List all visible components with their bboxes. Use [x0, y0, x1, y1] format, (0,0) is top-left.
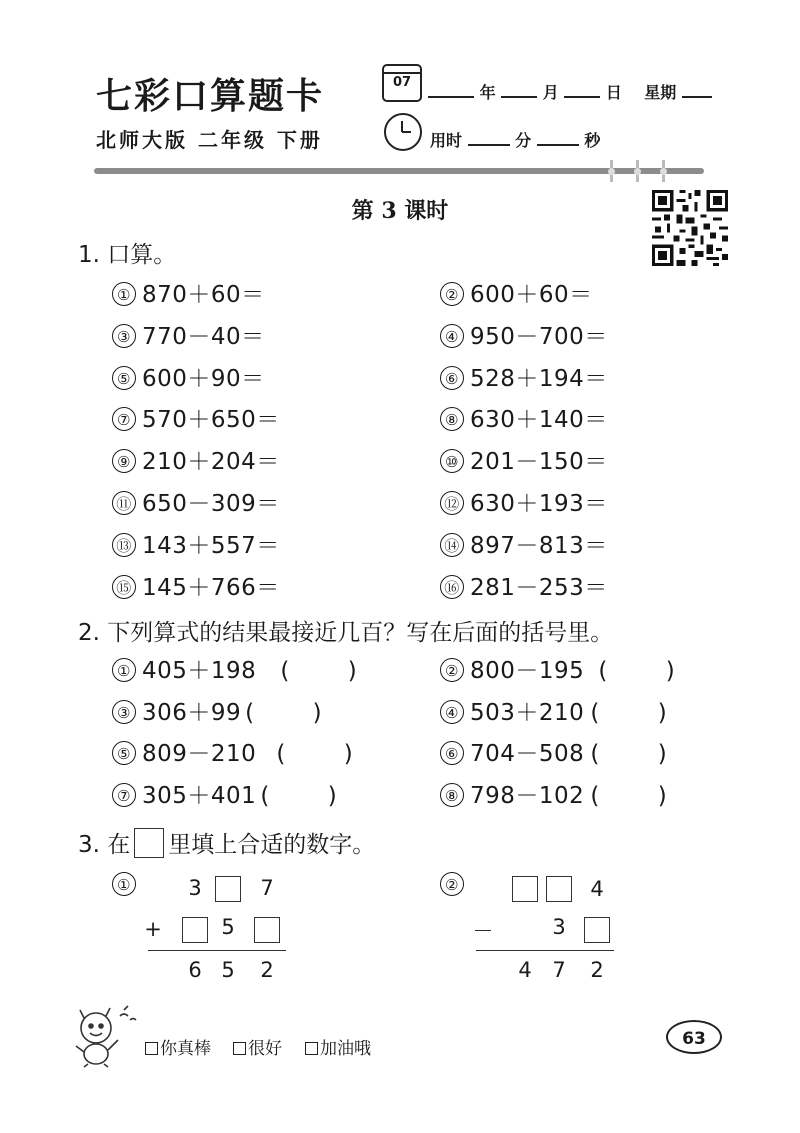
oral-calc-item	[112, 443, 360, 476]
estimate-item	[112, 652, 357, 685]
item-expression: 630＋140＝	[470, 407, 608, 434]
p1-operator: +	[144, 917, 162, 941]
paren-close: )	[312, 699, 323, 726]
clock-icon	[384, 113, 422, 151]
seconds-blank[interactable]	[537, 144, 579, 146]
p2-result-digit-1: 4	[518, 958, 532, 982]
item-number: ⑧	[440, 407, 464, 431]
oral-calc-item	[440, 527, 688, 560]
estimate-item	[440, 735, 667, 768]
item-expression: 145＋766＝	[142, 574, 280, 601]
rating-keep-going-checkbox[interactable]	[305, 1042, 318, 1055]
seconds-label: 秒	[584, 131, 601, 150]
rating-keep-going-label: 加油哦	[320, 1039, 371, 1059]
paren-close: )	[657, 741, 668, 767]
item-expression: 800－195	[470, 658, 585, 684]
item-number: ①	[112, 282, 136, 306]
estimate-item	[112, 694, 322, 727]
item-expression: 600＋60＝	[470, 282, 593, 308]
mascot-illustration-icon	[70, 1002, 140, 1068]
item-number: ②	[440, 282, 464, 306]
item-expression: 528＋194＝	[470, 365, 608, 392]
paren-close: )	[347, 658, 358, 684]
qr-code-icon[interactable]	[652, 190, 728, 266]
date-fill-line	[428, 80, 712, 103]
rating-good-checkbox[interactable]	[233, 1042, 246, 1055]
oral-calc-item	[440, 276, 673, 309]
oral-calc-item	[112, 401, 360, 434]
item-number: ③	[112, 700, 136, 724]
item-expression: 950－700＝	[470, 323, 608, 350]
p1-middle-digit-2: 5	[221, 915, 235, 939]
item-expression: 798－102	[470, 782, 585, 809]
item-expression: 600＋90＝	[142, 365, 265, 392]
p2-operator: －	[472, 919, 494, 943]
item-number: ⑦	[112, 407, 136, 431]
item-expression: 405＋198	[142, 658, 257, 684]
item-number: ⑪	[112, 491, 136, 515]
item-number: ⑤	[112, 741, 136, 765]
p1-result-digit-2: 5	[221, 958, 235, 982]
estimate-item	[440, 777, 667, 810]
oral-calc-item	[112, 360, 345, 393]
p2-middle-digit-2: 3	[552, 915, 566, 939]
brand-logo: 七彩口算题卡	[96, 75, 325, 117]
item-number: ⑥	[440, 741, 464, 765]
item-number: ④	[440, 700, 464, 724]
paren-open: (	[590, 782, 600, 809]
section-3-title-after: 里填上合适的数字。	[168, 832, 376, 858]
item-expression: 870＋60＝	[142, 282, 265, 308]
p2-result-digit-2: 7	[552, 958, 566, 982]
oral-calc-item	[440, 485, 688, 518]
p1-sum-line	[148, 950, 286, 951]
lesson-title: 第 3 课时	[351, 198, 449, 224]
rating-great-checkbox[interactable]	[145, 1042, 158, 1055]
p1-top-digit-3: 7	[260, 876, 274, 900]
edition-label: 北师大版 二年级 下册	[96, 128, 323, 152]
month-blank[interactable]	[501, 96, 537, 98]
paren-open: (	[590, 699, 600, 726]
p2-middle-answer-box-3[interactable]	[584, 917, 610, 943]
weekday-label: 星期	[644, 83, 677, 102]
year-label: 年	[479, 83, 496, 102]
day-blank[interactable]	[564, 96, 600, 98]
section-2-title: 2. 下列算式的结果最接近几百？写在后面的括号里。	[78, 620, 614, 646]
item-number: ⑦	[112, 783, 136, 807]
oral-calc-item	[440, 360, 688, 393]
item-expression: 201－150＝	[470, 449, 608, 476]
p2-difference-line	[476, 950, 614, 951]
item-number: ⑭	[440, 533, 464, 557]
problem-2-number: ②	[440, 872, 470, 898]
oral-calc-item	[440, 401, 688, 434]
divider-rings-decoration	[604, 160, 674, 184]
p1-top-digit-1: 3	[188, 876, 202, 900]
item-expression: 630＋193＝	[470, 491, 608, 517]
estimate-item	[112, 735, 353, 768]
item-number: ⑤	[112, 366, 136, 390]
estimate-item	[112, 777, 337, 810]
p2-result-digit-3: 2	[590, 958, 604, 982]
item-number: ⑥	[440, 366, 464, 390]
estimate-item	[440, 694, 667, 727]
oral-calc-item	[112, 318, 345, 351]
time-used-label: 用时	[430, 131, 463, 150]
item-expression: 809－210	[142, 741, 257, 767]
item-number: ③	[112, 324, 136, 348]
paren-close: )	[343, 741, 354, 767]
paren-open: (	[260, 782, 270, 809]
item-expression: 503＋210	[470, 699, 585, 726]
item-number: ⑧	[440, 783, 464, 807]
section-3-title	[78, 826, 375, 859]
paren-close: )	[657, 699, 668, 726]
item-number: ①	[112, 658, 136, 682]
minutes-blank[interactable]	[468, 144, 510, 146]
estimate-item	[440, 652, 675, 685]
minutes-label: 分	[515, 131, 532, 150]
rating-great-label: 你真棒	[160, 1039, 211, 1059]
problem-1-number: ①	[112, 872, 142, 898]
oral-calc-item	[112, 485, 360, 518]
p1-result-digit-3: 2	[260, 958, 274, 982]
item-expression: 305＋401	[142, 782, 257, 809]
p1-middle-answer-box-1[interactable]	[182, 917, 208, 943]
oral-calc-item	[112, 527, 360, 560]
paren-open: (	[276, 741, 286, 767]
calendar-icon	[382, 64, 422, 102]
item-expression: 897－813＝	[470, 532, 608, 559]
oral-calc-item	[440, 443, 688, 476]
oral-calc-item	[112, 276, 345, 309]
item-expression: 650－309＝	[142, 491, 280, 517]
p2-top-digit-3: 4	[590, 877, 604, 901]
item-expression: 570＋650＝	[142, 407, 280, 434]
item-number: ⑩	[440, 449, 464, 473]
rating-great[interactable]	[145, 1034, 211, 1059]
paren-close: )	[657, 782, 668, 809]
item-expression: 210＋204＝	[142, 449, 280, 476]
p1-middle-answer-box-3[interactable]	[254, 917, 280, 943]
rating-good-label: 很好	[248, 1039, 282, 1059]
item-number: ⑨	[112, 449, 136, 473]
p1-result-digit-1: 6	[188, 958, 202, 982]
item-number: ②	[440, 658, 464, 682]
page-number: 63	[666, 1020, 722, 1054]
item-expression: 143＋557＝	[142, 532, 280, 559]
section-3-title-before: 3. 在	[78, 832, 131, 858]
item-expression: 770－40＝	[142, 323, 265, 350]
paren-close: )	[665, 658, 676, 684]
oral-calc-item	[112, 569, 360, 602]
weekday-blank[interactable]	[682, 96, 712, 98]
paren-open: (	[280, 658, 290, 684]
month-label: 月	[542, 83, 559, 102]
item-expression: 281－253＝	[470, 574, 608, 601]
paren-open: (	[245, 699, 255, 726]
rating-keep-going[interactable]	[305, 1034, 371, 1059]
day-label: 日	[605, 83, 622, 102]
oral-calc-item	[440, 569, 688, 602]
p2-top-answer-box-2[interactable]	[546, 876, 572, 902]
calendar-day: 07	[392, 75, 412, 90]
section-1-title: 1. 口算。	[78, 242, 177, 268]
example-answer-box	[134, 828, 164, 858]
paren-open: (	[598, 658, 608, 684]
item-number: ⑬	[112, 533, 136, 557]
paren-close: )	[327, 782, 338, 809]
oral-calc-item	[440, 318, 688, 351]
time-fill-line	[430, 128, 600, 151]
rating-good[interactable]	[233, 1034, 282, 1059]
p1-top-answer-box[interactable]	[215, 876, 241, 902]
p2-top-answer-box-1[interactable]	[512, 876, 538, 902]
paren-open: (	[590, 741, 600, 767]
item-number: ⑯	[440, 575, 464, 599]
item-number: ⑮	[112, 575, 136, 599]
item-expression: 306＋99	[142, 699, 242, 726]
year-blank[interactable]	[428, 96, 474, 98]
item-expression: 704－508	[470, 741, 585, 767]
item-number: ④	[440, 324, 464, 348]
item-number: ⑫	[440, 491, 464, 515]
